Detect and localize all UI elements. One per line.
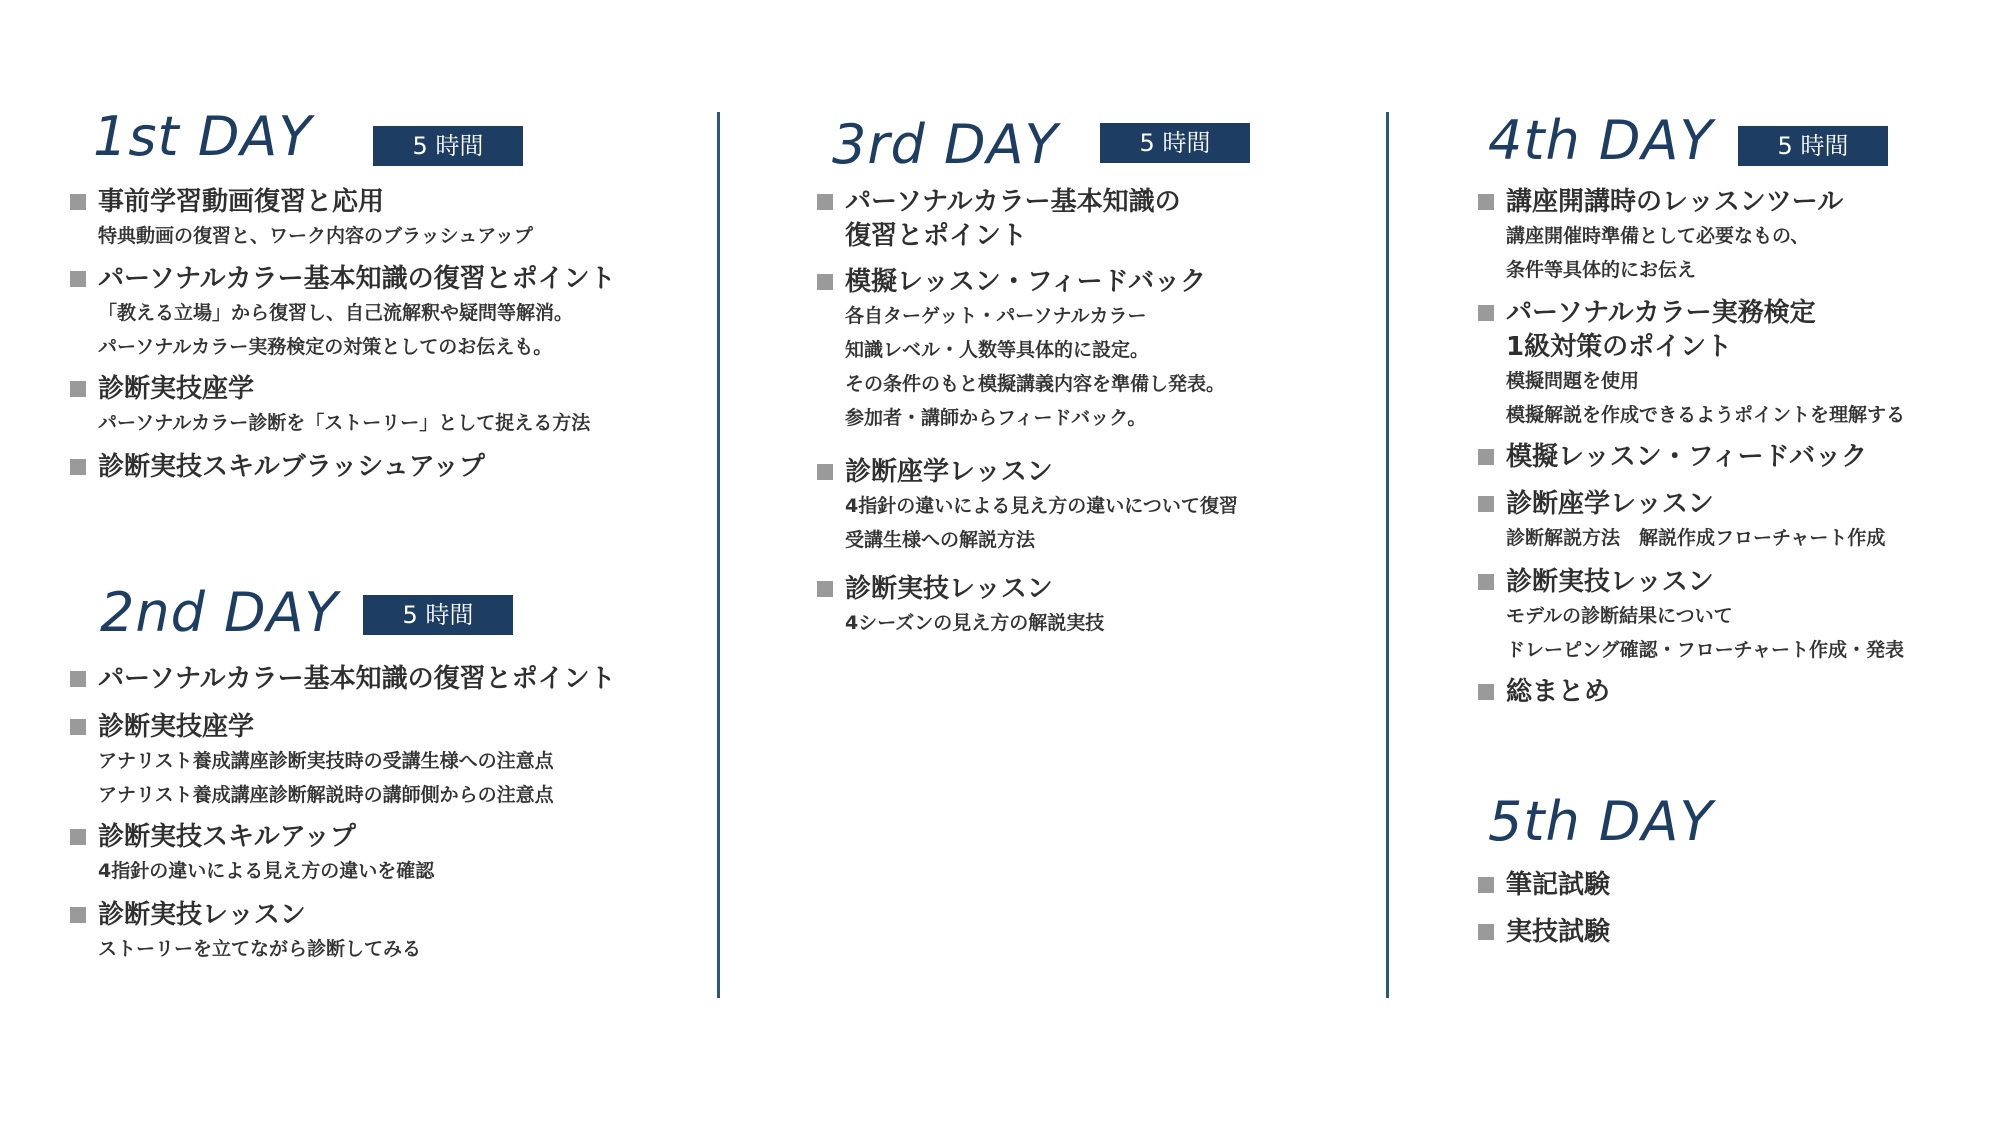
- day2-title: 2nd DAY: [100, 581, 339, 644]
- day4-item-6: [1478, 675, 1610, 709]
- item-description: 模擬問題を使用: [1506, 370, 1640, 392]
- item-heading: 模擬レッスン・フィードバック: [1506, 442, 1868, 472]
- item-heading: 模擬レッスン・フィードバック: [845, 267, 1207, 297]
- item-heading: 実技試験: [1506, 917, 1611, 947]
- day3-item-4: [817, 572, 1104, 640]
- bullet-square-icon: [70, 381, 86, 397]
- item-heading: パーソナルカラー基本知識の復習とポイント: [98, 264, 616, 294]
- item-description: 条件等具体的にお伝え: [1506, 259, 1697, 281]
- day4-item-5: [1478, 565, 1904, 667]
- day4-title: 4th DAY: [1488, 109, 1714, 172]
- day2-item-2: [70, 710, 554, 812]
- day3-item-1: [817, 185, 1181, 253]
- item-description: 「教える立場」から復習し、自己流解釈や疑問等解消。: [98, 302, 574, 324]
- item-heading: 診断実技座学: [98, 712, 255, 742]
- bullet-square-icon: [70, 271, 86, 287]
- day2-item-3: [70, 820, 434, 888]
- day1-item-3: [70, 372, 590, 440]
- item-heading: 診断実技レッスン: [845, 574, 1053, 604]
- bullet-square-icon: [817, 581, 833, 597]
- day4-item-3: [1478, 440, 1867, 474]
- item-description: 4指針の違いによる見え方の違いを確認: [98, 860, 435, 882]
- item-heading: パーソナルカラー実務検定: [1506, 298, 1816, 328]
- bullet-square-icon: [1478, 305, 1494, 321]
- day3-title: 3rd DAY: [832, 113, 1059, 176]
- bullet-square-icon: [70, 671, 86, 687]
- item-description: 診断解説方法 解説作成フローチャート作成: [1506, 527, 1886, 549]
- item-description: モデルの診断結果について: [1506, 605, 1733, 627]
- item-heading: 診断実技スキルブラッシュアップ: [98, 452, 485, 482]
- item-description: アナリスト養成講座診断実技時の受講生様への注意点: [98, 750, 554, 772]
- day4-item-2: [1478, 296, 1905, 432]
- item-heading: 講座開講時のレッスンツール: [1506, 187, 1844, 217]
- item-heading: 診断座学レッスン: [1506, 489, 1714, 519]
- day4-item-4: [1478, 487, 1885, 555]
- item-description: 模擬解説を作成できるようポイントを理解する: [1506, 404, 1906, 426]
- item-description: パーソナルカラー診断を「ストーリー」として捉える方法: [98, 412, 591, 434]
- day5-item-1: [1478, 868, 1610, 902]
- bullet-square-icon: [70, 459, 86, 475]
- item-heading: 事前学習動画復習と応用: [98, 187, 385, 217]
- day3-hours-badge: 5 時間: [1100, 123, 1250, 163]
- item-heading: パーソナルカラー基本知識の復習とポイント: [98, 664, 616, 694]
- bullet-square-icon: [1478, 924, 1494, 940]
- bullet-square-icon: [817, 274, 833, 290]
- item-description: 各自ターゲット・パーソナルカラー: [845, 305, 1147, 327]
- bullet-square-icon: [70, 829, 86, 845]
- item-heading-line2: 1級対策のポイント: [1506, 332, 1733, 362]
- item-heading: 筆記試験: [1506, 870, 1611, 900]
- day2-item-1: [70, 662, 616, 696]
- item-description: ストーリーを立てながら診断してみる: [98, 938, 422, 960]
- item-description: 4シーズンの見え方の解説実技: [845, 612, 1105, 634]
- item-description: 特典動画の復習と、ワーク内容のブラッシュアップ: [98, 225, 533, 247]
- bullet-square-icon: [1478, 449, 1494, 465]
- item-description: 受講生様への解説方法: [845, 529, 1036, 551]
- bullet-square-icon: [1478, 684, 1494, 700]
- item-heading: 診断実技スキルアップ: [98, 822, 356, 852]
- day5-title: 5th DAY: [1488, 790, 1714, 853]
- day5-item-2: [1478, 915, 1610, 949]
- item-heading: パーソナルカラー基本知識の: [845, 187, 1181, 217]
- item-heading: 診断座学レッスン: [845, 457, 1053, 487]
- column-divider-left: [717, 112, 720, 998]
- item-heading-line2: 復習とポイント: [845, 221, 1028, 251]
- item-heading: 診断実技レッスン: [98, 900, 306, 930]
- item-heading: 診断実技レッスン: [1506, 567, 1714, 597]
- item-description: パーソナルカラー実務検定の対策としてのお伝えも。: [98, 336, 553, 358]
- day2-hours-badge: 5 時間: [363, 595, 513, 635]
- day1-title: 1st DAY: [93, 105, 313, 168]
- bullet-square-icon: [1478, 877, 1494, 893]
- item-description: 講座開催時準備として必要なもの、: [1506, 225, 1810, 247]
- day4-hours-badge: 5 時間: [1738, 126, 1888, 166]
- day1-item-4: [70, 450, 485, 484]
- bullet-square-icon: [817, 464, 833, 480]
- bullet-square-icon: [1478, 194, 1494, 210]
- day2-item-4: [70, 898, 421, 966]
- bullet-square-icon: [70, 194, 86, 210]
- bullet-square-icon: [1478, 574, 1494, 590]
- day1-hours-badge: 5 時間: [373, 126, 523, 166]
- item-description: 4指針の違いによる見え方の違いについて復習: [845, 495, 1238, 517]
- column-divider-right: [1386, 112, 1389, 998]
- item-description: 知識レベル・人数等具体的に設定。: [845, 339, 1150, 361]
- item-description: ドレーピング確認・フローチャート作成・発表: [1506, 639, 1905, 661]
- item-description: その条件のもと模擬講義内容を準備し発表。: [845, 373, 1226, 395]
- day1-item-2: [70, 262, 616, 364]
- bullet-square-icon: [70, 907, 86, 923]
- day3-item-2: [817, 265, 1225, 435]
- item-heading: 診断実技座学: [98, 374, 255, 404]
- bullet-square-icon: [70, 719, 86, 735]
- item-description: アナリスト養成講座診断解説時の講師側からの注意点: [98, 784, 554, 806]
- day1-item-1: [70, 185, 533, 253]
- item-description: 参加者・講師からフィードバック。: [845, 407, 1147, 429]
- item-heading: 総まとめ: [1506, 677, 1611, 707]
- bullet-square-icon: [817, 194, 833, 210]
- day4-item-1: [1478, 185, 1843, 287]
- bullet-square-icon: [1478, 496, 1494, 512]
- day3-item-3: [817, 455, 1238, 557]
